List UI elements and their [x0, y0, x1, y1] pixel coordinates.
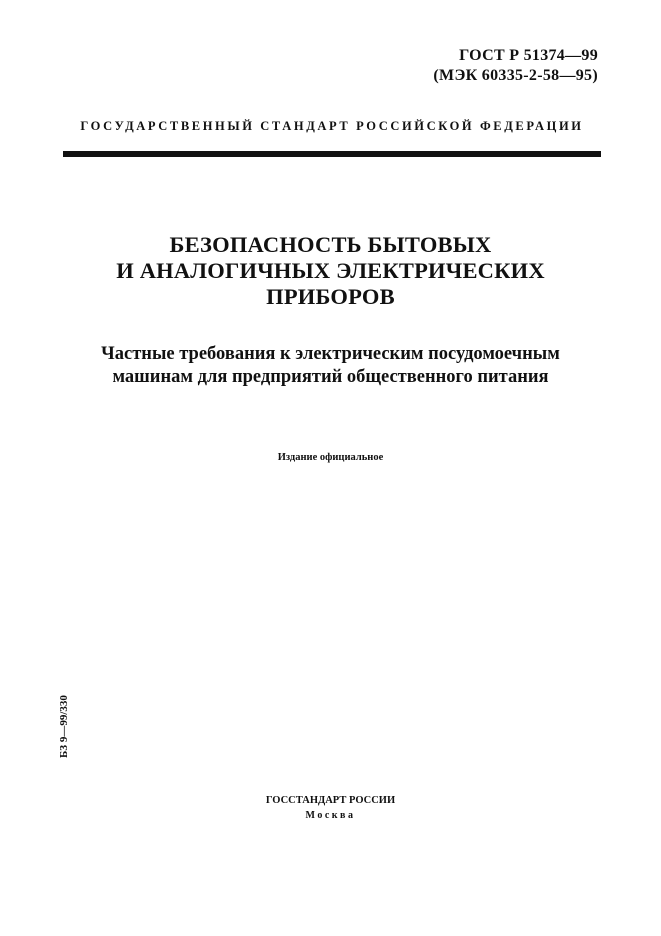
title-line: И АНАЛОГИЧНЫХ ЭЛЕКТРИЧЕСКИХ [116, 258, 545, 283]
subtitle-line: машинам для предприятий общественного питания [112, 367, 549, 387]
document-subtitle [0, 343, 661, 389]
iec-designation: (МЭК 60335-2-58—95) [433, 67, 598, 84]
standard-designation: ГОСТ Р 51374—99 [459, 47, 598, 64]
subtitle-line: Частные требования к электрическим посудомоечным [101, 344, 560, 364]
title-line: БЕЗОПАСНОСТЬ БЫТОВЫХ [169, 232, 492, 257]
title-line: ПРИБОРОВ [266, 284, 395, 309]
header-rule [63, 151, 601, 157]
side-code: БЗ 9—99/330 [58, 695, 70, 758]
edition-note: Издание официальное [277, 452, 384, 463]
standard-type-heading: ГОСУДАРСТВЕННЫЙ СТАНДАРТ РОССИЙСКОЙ ФЕДЕРАЦИИ [80, 119, 584, 133]
publisher: ГОССТАНДАРТ РОССИИ [265, 795, 396, 806]
document-title [0, 232, 661, 310]
city: Москва [305, 810, 356, 821]
